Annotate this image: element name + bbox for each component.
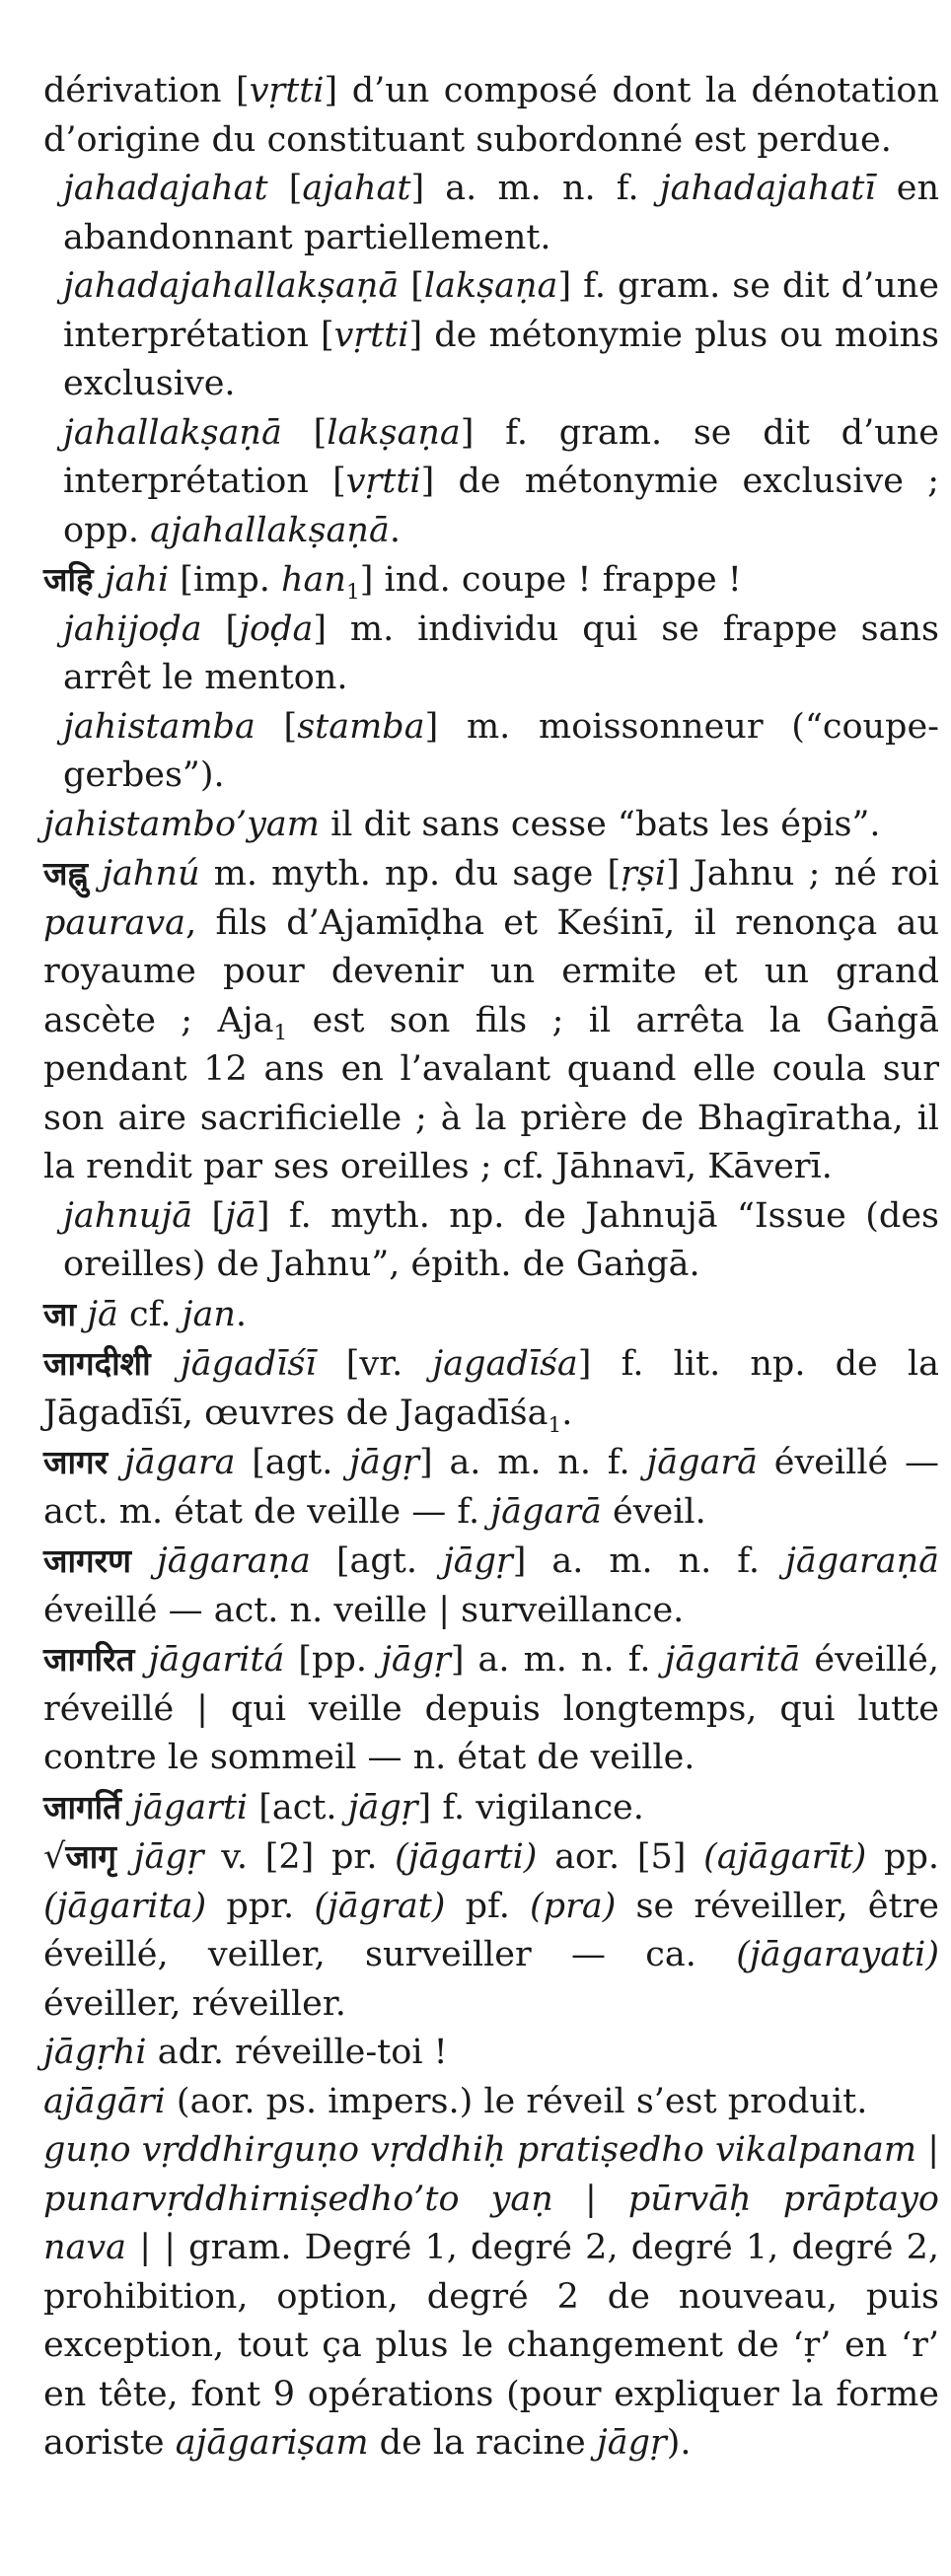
entry-text: [pp.	[284, 1640, 382, 1680]
italic-term: jāgara	[123, 1443, 236, 1482]
entry-text: [	[255, 706, 298, 747]
dictionary-entry-jahallaksana	[43, 409, 939, 556]
subscript-index: 1	[548, 1412, 562, 1438]
italic-term: jahistamba	[63, 706, 256, 747]
entry-text	[108, 1443, 124, 1482]
entry-text	[151, 1344, 181, 1384]
entry-text: éveiller, réveiller.	[43, 1983, 346, 2024]
italic-term: stamba	[297, 706, 425, 747]
entry-text: ] f. vigilance.	[417, 1787, 644, 1827]
entry-text: cf.	[117, 1294, 183, 1334]
dictionary-entry-jahnu	[43, 849, 939, 1192]
italic-term: ajāgāri	[43, 2081, 166, 2121]
italic-term: vṛtti	[345, 462, 421, 501]
italic-term: jahallakṣaṇā	[63, 412, 282, 453]
italic-term: jāgaritá	[148, 1640, 285, 1680]
italic-term: lakṣaṇa	[423, 266, 558, 306]
entry-text: m. myth. np. du sage [	[199, 854, 622, 894]
italic-term: paurava	[43, 902, 186, 943]
italic-term: jāgarā	[646, 1443, 758, 1482]
italic-term: jahadajahatī	[659, 169, 876, 208]
italic-term: jāgṛ	[596, 2423, 667, 2463]
italic-term: ajāgariṣam	[175, 2423, 369, 2463]
dictionary-entry-jahijoda	[43, 606, 939, 703]
entry-text: .	[389, 510, 401, 550]
italic-term: jahistambo’yam	[43, 804, 320, 844]
italic-term: jāgarti	[132, 1787, 249, 1827]
italic-term: jagadīśa	[432, 1344, 578, 1384]
entry-text: ] a. m. n. f.	[419, 1443, 647, 1482]
entry-text: ] f. gram. se dit d’une interprétation [	[63, 266, 939, 355]
italic-term: jāgaritā	[664, 1640, 801, 1680]
entry-text	[88, 854, 102, 894]
italic-term: (ajāgarīt)	[703, 1837, 867, 1877]
entry-text: éveil.	[601, 1491, 706, 1532]
italic-term: jāgṛ	[133, 1837, 204, 1877]
italic-term: jāgadīśī	[180, 1344, 317, 1384]
dictionary-entry-intro-continuation	[43, 67, 939, 165]
entry-text	[76, 1295, 87, 1334]
entry-text	[116, 1837, 134, 1877]
italic-term: vṛtti	[249, 71, 325, 110]
italic-term: jā	[87, 1294, 118, 1334]
dictionary-entry-guno-quote	[43, 2126, 939, 2469]
italic-term: (jāgarti)	[395, 1837, 538, 1877]
dictionary-entry-jagrhi	[43, 2029, 939, 2078]
dictionary-entry-jahadajahat	[43, 165, 939, 262]
entry-text: ] a. m. n. f.	[410, 169, 660, 208]
italic-term: lakṣaṇa	[327, 412, 461, 453]
entry-text: [agt.	[310, 1541, 443, 1581]
dictionary-entry-jahadajahallaksana	[43, 262, 939, 409]
entry-text: [imp.	[169, 560, 281, 600]
entry-text: [vr.	[316, 1344, 433, 1384]
italic-term: jāgṛ	[349, 1443, 420, 1482]
dictionary-entry-jagarti	[43, 1783, 939, 1833]
entry-text: ).	[666, 2423, 692, 2463]
entry-text: .	[561, 1393, 573, 1433]
entry-text: [	[267, 169, 303, 208]
italic-term: ajahallakṣaṇā	[150, 510, 390, 550]
entry-text: ] f. myth. np. de Jahnujā “Issue (des oreilles) de Jahnu”, épith. de Gaṅgā.	[63, 1195, 940, 1284]
entry-text	[134, 1640, 148, 1680]
entry-text: ] m. moissonneur (“coupe-gerbes”).	[63, 706, 939, 795]
entry-text: .	[235, 1294, 247, 1334]
italic-term: (jāgarayati)	[736, 1935, 939, 1974]
entry-text	[94, 560, 105, 600]
entry-text: ] m. individu qui se frappe sans arrêt le menton.	[63, 608, 939, 697]
entry-text: , fils d’Ajamīḍha et Keśinī, il renonça au royaume pour devenir un ermite et un grand ascète ; Aja	[43, 902, 939, 1040]
entry-text: ] de métonymie exclusive ; opp.	[63, 462, 939, 550]
dictionary-entry-jagarana	[43, 1537, 939, 1635]
dictionary-entry-jagarita	[43, 1635, 939, 1783]
entry-text: se réveiller, être éveillé, veiller, surveiller — ca.	[43, 1886, 939, 1974]
entry-text: [agt.	[235, 1443, 350, 1482]
entry-text: [	[399, 266, 424, 306]
devanagari-headword: जहि	[43, 560, 94, 599]
entry-text	[121, 1788, 132, 1827]
entry-text: ] Jahnu ; né roi	[666, 854, 939, 894]
dictionary-entry-jahistamboyam	[43, 801, 939, 850]
italic-term: jāgṛ	[442, 1541, 513, 1581]
entry-text	[131, 1541, 157, 1581]
devanagari-headword: जागर	[43, 1443, 109, 1481]
radical-sign-icon: √	[43, 1837, 66, 1877]
italic-term: jahijoḍa	[63, 608, 202, 649]
devanagari-headword: जा	[43, 1294, 77, 1333]
italic-term: guṇo vṛddhirguṇo vṛddhiḥ pratiṣedho vikalpanam | punarvṛddhirniṣedho’to yaṇ | pūrvāḥ prāptayo nava | |	[43, 2130, 939, 2267]
entry-text: ppr.	[206, 1886, 315, 1926]
entry-text: pf.	[445, 1886, 531, 1926]
entry-text: [	[201, 608, 240, 649]
entry-text: dérivation [	[43, 71, 250, 110]
italic-term: jāgṛ	[347, 1787, 418, 1827]
italic-term: jahadajahallakṣaṇā	[63, 266, 400, 306]
devanagari-headword: जागदीशी	[43, 1344, 151, 1383]
entry-text: ] de métonymie plus ou moins exclusive.	[63, 315, 939, 403]
entry-text: ] ind. coupe ! frappe !	[359, 560, 742, 600]
dictionary-entry-jahnuja	[43, 1192, 939, 1290]
entry-text: pp.	[866, 1837, 939, 1877]
subscript-index: 1	[345, 580, 360, 605]
italic-term: jahadajahat	[63, 169, 268, 208]
entry-text: il dit sans cesse “bats les épis”.	[319, 804, 881, 844]
dictionary-entry-jahi	[43, 555, 939, 606]
entry-text: de la racine	[368, 2423, 597, 2463]
entry-text: ] a. m. n. f.	[512, 1541, 785, 1581]
devanagari-headword: जागर्ति	[43, 1787, 121, 1826]
entry-text: éveillé, réveillé | qui veille depuis longtemps, qui lutte contre le sommeil — n. état de veille.	[43, 1640, 939, 1777]
italic-term: han	[281, 560, 346, 600]
dictionary-entry-ajagari	[43, 2078, 939, 2127]
italic-term: joḍa	[239, 608, 314, 649]
italic-term: ṛṣi	[621, 854, 667, 894]
italic-term: ajahat	[302, 169, 411, 208]
entry-text: en abandonnant partiellement.	[63, 169, 939, 257]
italic-term: vṛtti	[333, 315, 409, 355]
entry-text: v. [2] pr.	[203, 1837, 396, 1877]
devanagari-headword: जह्नु	[43, 854, 89, 893]
italic-term: (jāgarita)	[43, 1886, 207, 1926]
italic-term: jā	[225, 1195, 256, 1236]
entry-text: ] a. m. n. f.	[450, 1640, 665, 1680]
dictionary-page	[43, 67, 939, 2469]
dictionary-entry-jagr-root	[43, 1832, 939, 2029]
dictionary-entry-jagadisi	[43, 1339, 939, 1438]
entry-text: gram. Degré 1, degré 2, degré 1, degré 2, prohibition, option, degré 2 de nouveau, puis exception, tout ça plus le changement de ‘ṛ’ en ‘r’ en tête, font 9 opérations (pour expliquer la forme aoriste	[43, 2228, 940, 2463]
italic-term: jahnú	[102, 854, 200, 894]
dictionary-entry-ja	[43, 1290, 939, 1340]
devanagari-headword: जागरण	[43, 1541, 131, 1580]
entry-text: [	[281, 412, 328, 453]
italic-term: jahi	[104, 560, 170, 600]
entry-text: éveillé — act. n. veille | surveillance.	[43, 1590, 685, 1630]
devanagari-headword: जागृ	[65, 1837, 116, 1876]
italic-term: jāgaraṇa	[156, 1541, 311, 1581]
entry-text: est son fils ; il arrêta la Gaṅgā pendant 12 ans en l’avalant quand elle coula sur son aire sacrificielle ; à la prière de Bhagīratha, il la rendit par ses oreilles ; cf. Jāhnavī, Kāverī.	[43, 1000, 939, 1186]
entry-text: ] d’un composé dont la dénotation d’origine du constituant subordonné est perdue.	[43, 71, 939, 160]
italic-term: jāgaraṇā	[785, 1541, 939, 1581]
entry-text: (aor. ps. impers.) le réveil s’est produit.	[165, 2081, 868, 2121]
entry-text: aor. [5]	[537, 1837, 704, 1877]
entry-text: adr. réveille-toi !	[146, 2033, 448, 2072]
italic-term: jāgarā	[490, 1491, 602, 1532]
dictionary-entry-jagara	[43, 1438, 939, 1537]
dictionary-entry-jahistamba	[43, 703, 939, 801]
entry-text: ] f. lit. np. de la Jāgadīśī, œuvres de Jagadīśa	[43, 1344, 939, 1433]
entry-text: [act.	[248, 1787, 348, 1827]
entry-text: éveillé — act. m. état de veille — f.	[43, 1443, 939, 1532]
italic-term: jāgṛ	[381, 1640, 451, 1680]
italic-term: (pra)	[530, 1886, 617, 1926]
italic-term: jahnujā	[63, 1195, 193, 1236]
devanagari-headword: जागरित	[43, 1640, 135, 1679]
entry-text: [	[192, 1195, 226, 1236]
subscript-index: 1	[273, 1020, 288, 1045]
entry-text: ] f. gram. se dit d’une interprétation [	[63, 412, 939, 501]
italic-term: jāgṛhi	[43, 2033, 147, 2072]
italic-term: (jāgrat)	[314, 1886, 446, 1926]
italic-term: jan	[182, 1294, 236, 1334]
